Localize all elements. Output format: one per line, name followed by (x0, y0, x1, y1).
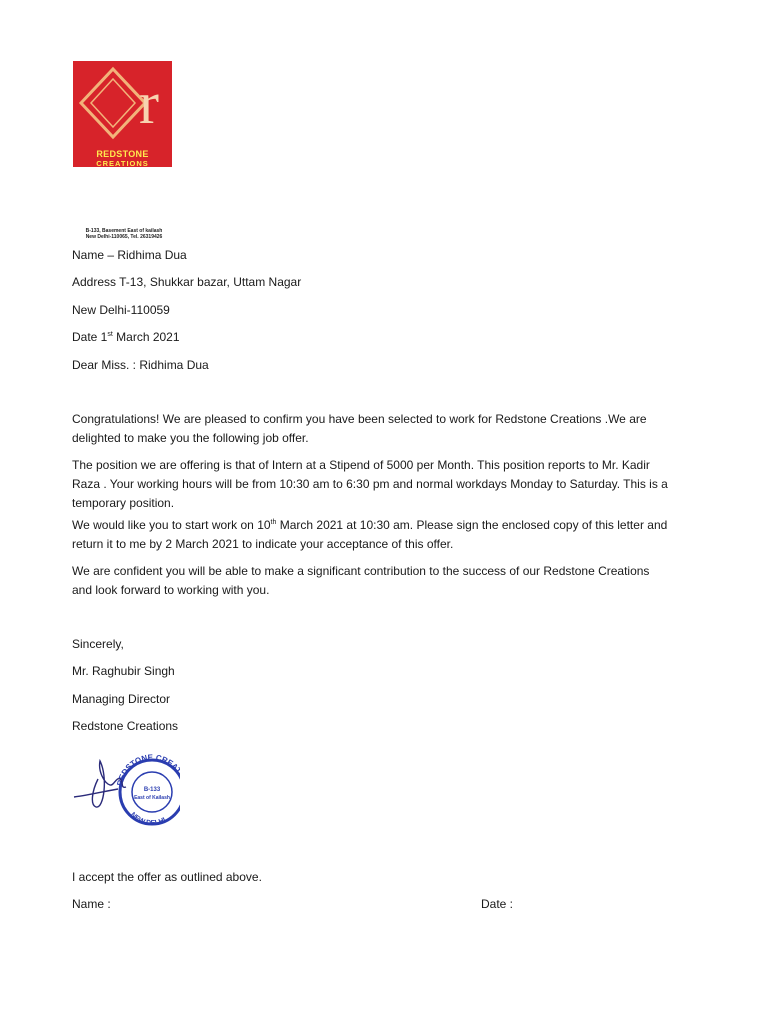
recipient-city: New Delhi-110059 (72, 303, 170, 317)
date-suffix: March 2021 (112, 330, 180, 344)
stamp-top-text: REDSTONE CREA (115, 752, 180, 787)
logo-name: REDSTONE (96, 149, 149, 159)
logo-red-square (73, 61, 172, 167)
stamp-center-line2: East of Kailash (134, 795, 170, 801)
company-logo (73, 61, 172, 240)
sincerely: Sincerely, (72, 637, 124, 651)
acceptance-statement: I accept the offer as outlined above. (72, 870, 262, 884)
recipient-name: Name – Ridhima Dua (72, 248, 187, 262)
acceptance-name-label: Name : (72, 897, 111, 911)
signature-stamp-graphic (70, 747, 180, 833)
signatory-name: Mr. Raghubir Singh (72, 664, 175, 678)
svg-text:NEW DELHI (129, 811, 167, 827)
logo-subname: CREATIONS (96, 159, 149, 168)
recipient-address: Address T-13, Shukkar bazar, Uttam Nagar (72, 275, 302, 289)
letter-date (72, 330, 180, 344)
paragraph-congratulations: Congratulations! We are pleased to confirm you have been selected to work for Redstone Creations .We are delighted to make you the following job offer. (72, 412, 647, 445)
signature-stamp (70, 747, 180, 833)
start-date-suffix: March 2021 at 10:30 am. Please sign the enclosed copy of this letter and return it to me by 2 March 2021 to indicate your acceptance of this offer. (72, 518, 668, 551)
svg-text:r: r (139, 70, 159, 136)
date-prefix: Date 1 (72, 330, 108, 344)
logo-address (75, 229, 173, 240)
start-date-prefix: We would like you to start work on 10 (72, 518, 271, 532)
paragraph-start-date (72, 516, 672, 554)
start-date-sup: th (270, 519, 277, 526)
stamp-center-line1: B-133 (143, 787, 161, 793)
stamp-bottom-text: NEW DELHI (128, 811, 168, 828)
logo-address-line: New Delhi-110065, Tel. 26319426 (85, 233, 163, 240)
signatory-company: Redstone Creations (72, 719, 179, 733)
paragraph-position: The position we are offering is that of Intern at a Stipend of 5000 per Month. This position reports to Mr. Kadir Raza . Your working hours will be from 10:30 am to 6:30 pm and normal workdays Monday to Saturday. This is a temporary position. (72, 458, 668, 510)
svg-text:REDSTONE CREATIONS (70, 747, 180, 788)
salutation: Dear Miss. : Ridhima Dua (72, 358, 209, 372)
logo-address-line: B-133, Basement East of kailash (85, 228, 163, 234)
acceptance-date-label: Date : (481, 897, 514, 911)
paragraph-closing: We are confident you will be able to make a significant contribution to the success of our Redstone Creations and look forward to working with you. (72, 564, 650, 597)
signatory-title: Managing Director (72, 692, 171, 706)
date-sup: st (107, 331, 113, 338)
